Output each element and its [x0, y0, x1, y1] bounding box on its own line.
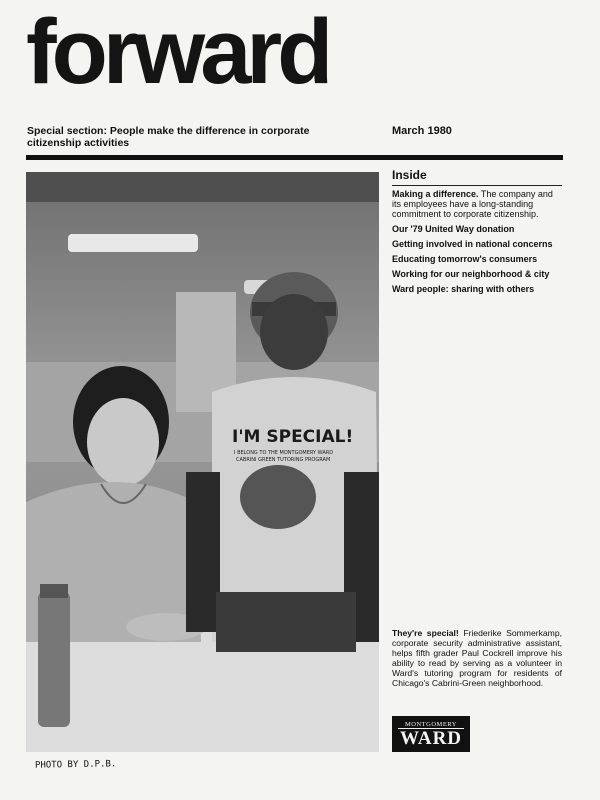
inside-item-bold: Getting involved in national concerns: [392, 239, 553, 249]
special-section-line: Special section: People make the difference in corporate citizenship activities: [27, 125, 310, 149]
inside-item: [392, 284, 562, 294]
inside-item: [392, 269, 562, 279]
inside-item: [392, 254, 562, 264]
inside-item-bold: Our '79 United Way donation: [392, 224, 515, 234]
cover-photo-illustration: [26, 172, 379, 752]
inside-item-bold: Making a difference.: [392, 189, 479, 199]
inside-title: Inside: [392, 168, 562, 186]
inside-item: [392, 239, 562, 249]
inside-item: [392, 189, 562, 219]
logo-bottom-text: WARD: [399, 728, 463, 749]
inside-item: [392, 224, 562, 234]
shirt-line-2: I BELONG TO THE MONTGOMERY WARD: [234, 450, 334, 456]
photo-credit: PHOTO BY D.P.B.: [34, 759, 117, 771]
inside-item-text: The company and its employees have a long-standing commitment to corporate citizenship.: [392, 189, 553, 219]
inside-item-bold: Ward people: sharing with others: [392, 284, 535, 294]
logo-top-text: MONTGOMERY: [398, 716, 464, 729]
photo-caption: [392, 628, 562, 688]
inside-item-bold: Working for our neighborhood & city: [392, 269, 550, 279]
cover-photo: [26, 172, 379, 752]
caption-lead: They're special!: [392, 628, 459, 638]
inside-item-bold: Educating tomorrow's consumers: [392, 254, 538, 264]
montgomery-ward-logo: [392, 716, 470, 752]
header-rule: [26, 155, 563, 160]
shirt-line-3: CABRINI GREEN TUTORING PROGRAM: [236, 457, 331, 463]
issue-date: March 1980: [392, 125, 452, 137]
masthead-title: forward: [26, 1, 329, 103]
shirt-slogan: I'M SPECIAL!: [232, 427, 354, 447]
caption-text: Friederike Sommerkamp, corporate security administrative assistant, helps fifth grader Paul Cockrell improve his ability to read by serving as a volunteer in Ward's tutoring program for residents of Chicago's Cabrini-Green neighborhood.: [392, 628, 562, 688]
inside-contents: [392, 168, 562, 299]
